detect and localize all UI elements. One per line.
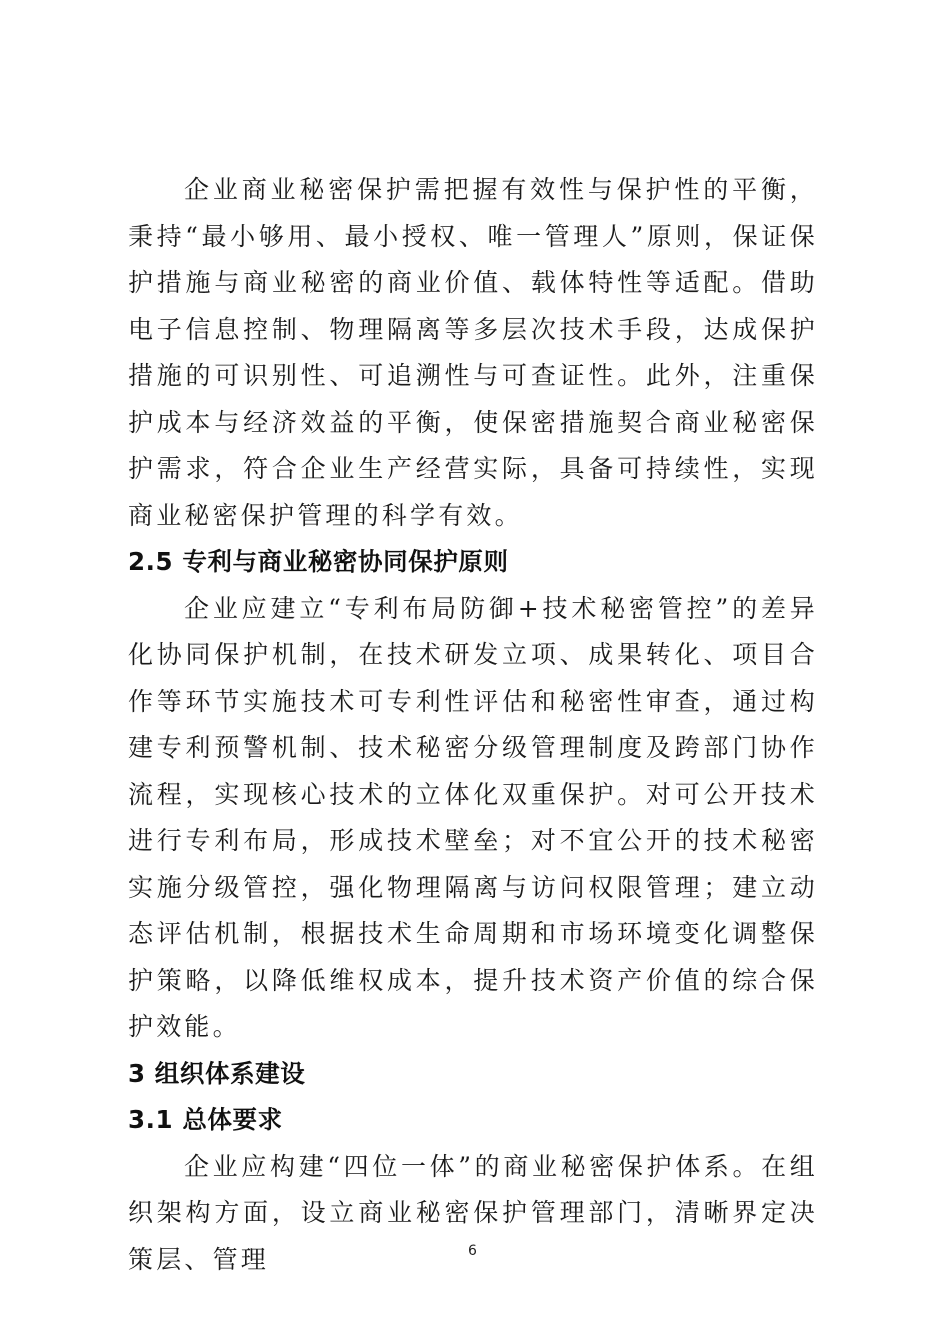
document-body — [128, 167, 818, 1283]
paragraph-general-requirements: 企业应构建“四位一体”的商业秘密保护体系。在组织架构方面，设立商业秘密保护管理部门，清晰界定决策层、管理 — [128, 1151, 818, 1274]
section-heading-3-1: 3.1 总体要求 — [128, 1105, 283, 1134]
page-number: 6 — [468, 1243, 477, 1259]
paragraph-patent-secret-collaboration: 企业应建立“专利布局防御+技术秘密管控”的差异化协同保护机制，在技术研发立项、成果转化、项目合作等环节实施技术可专利性评估和秘密性审查，通过构建专利预警机制、技术秘密分级管理制度及跨部门协作流程，实现核心技术的立体化双重保护。对可公开技术进行专利布局，形成技术壁垒；对不宜公开的技术秘密实施分级管控，强化物理隔离与访问权限管理；建立动态评估机制，根据技术生命周期和市场环境变化调整保护策略，以降低维权成本，提升技术资产价值的综合保护效能。 — [128, 593, 818, 1041]
section-heading-3: 3 组织体系建设 — [128, 1058, 306, 1088]
paragraph-balance-principle: 企业商业秘密保护需把握有效性与保护性的平衡，秉持“最小够用、最小授权、唯一管理人”原则，保证保护措施与商业秘密的商业价值、载体特性等适配。借助电子信息控制、物理隔离等多层次技术手段，达成保护措施的可识别性、可追溯性与可查证性。此外，注重保护成本与经济效益的平衡，使保密措施契合商业秘密保护需求，符合企业生产经营实际，具备可持续性，实现商业秘密保护管理的科学有效。 — [128, 175, 818, 530]
section-heading-2-5: 2.5 专利与商业秘密协同保护原则 — [128, 547, 509, 576]
